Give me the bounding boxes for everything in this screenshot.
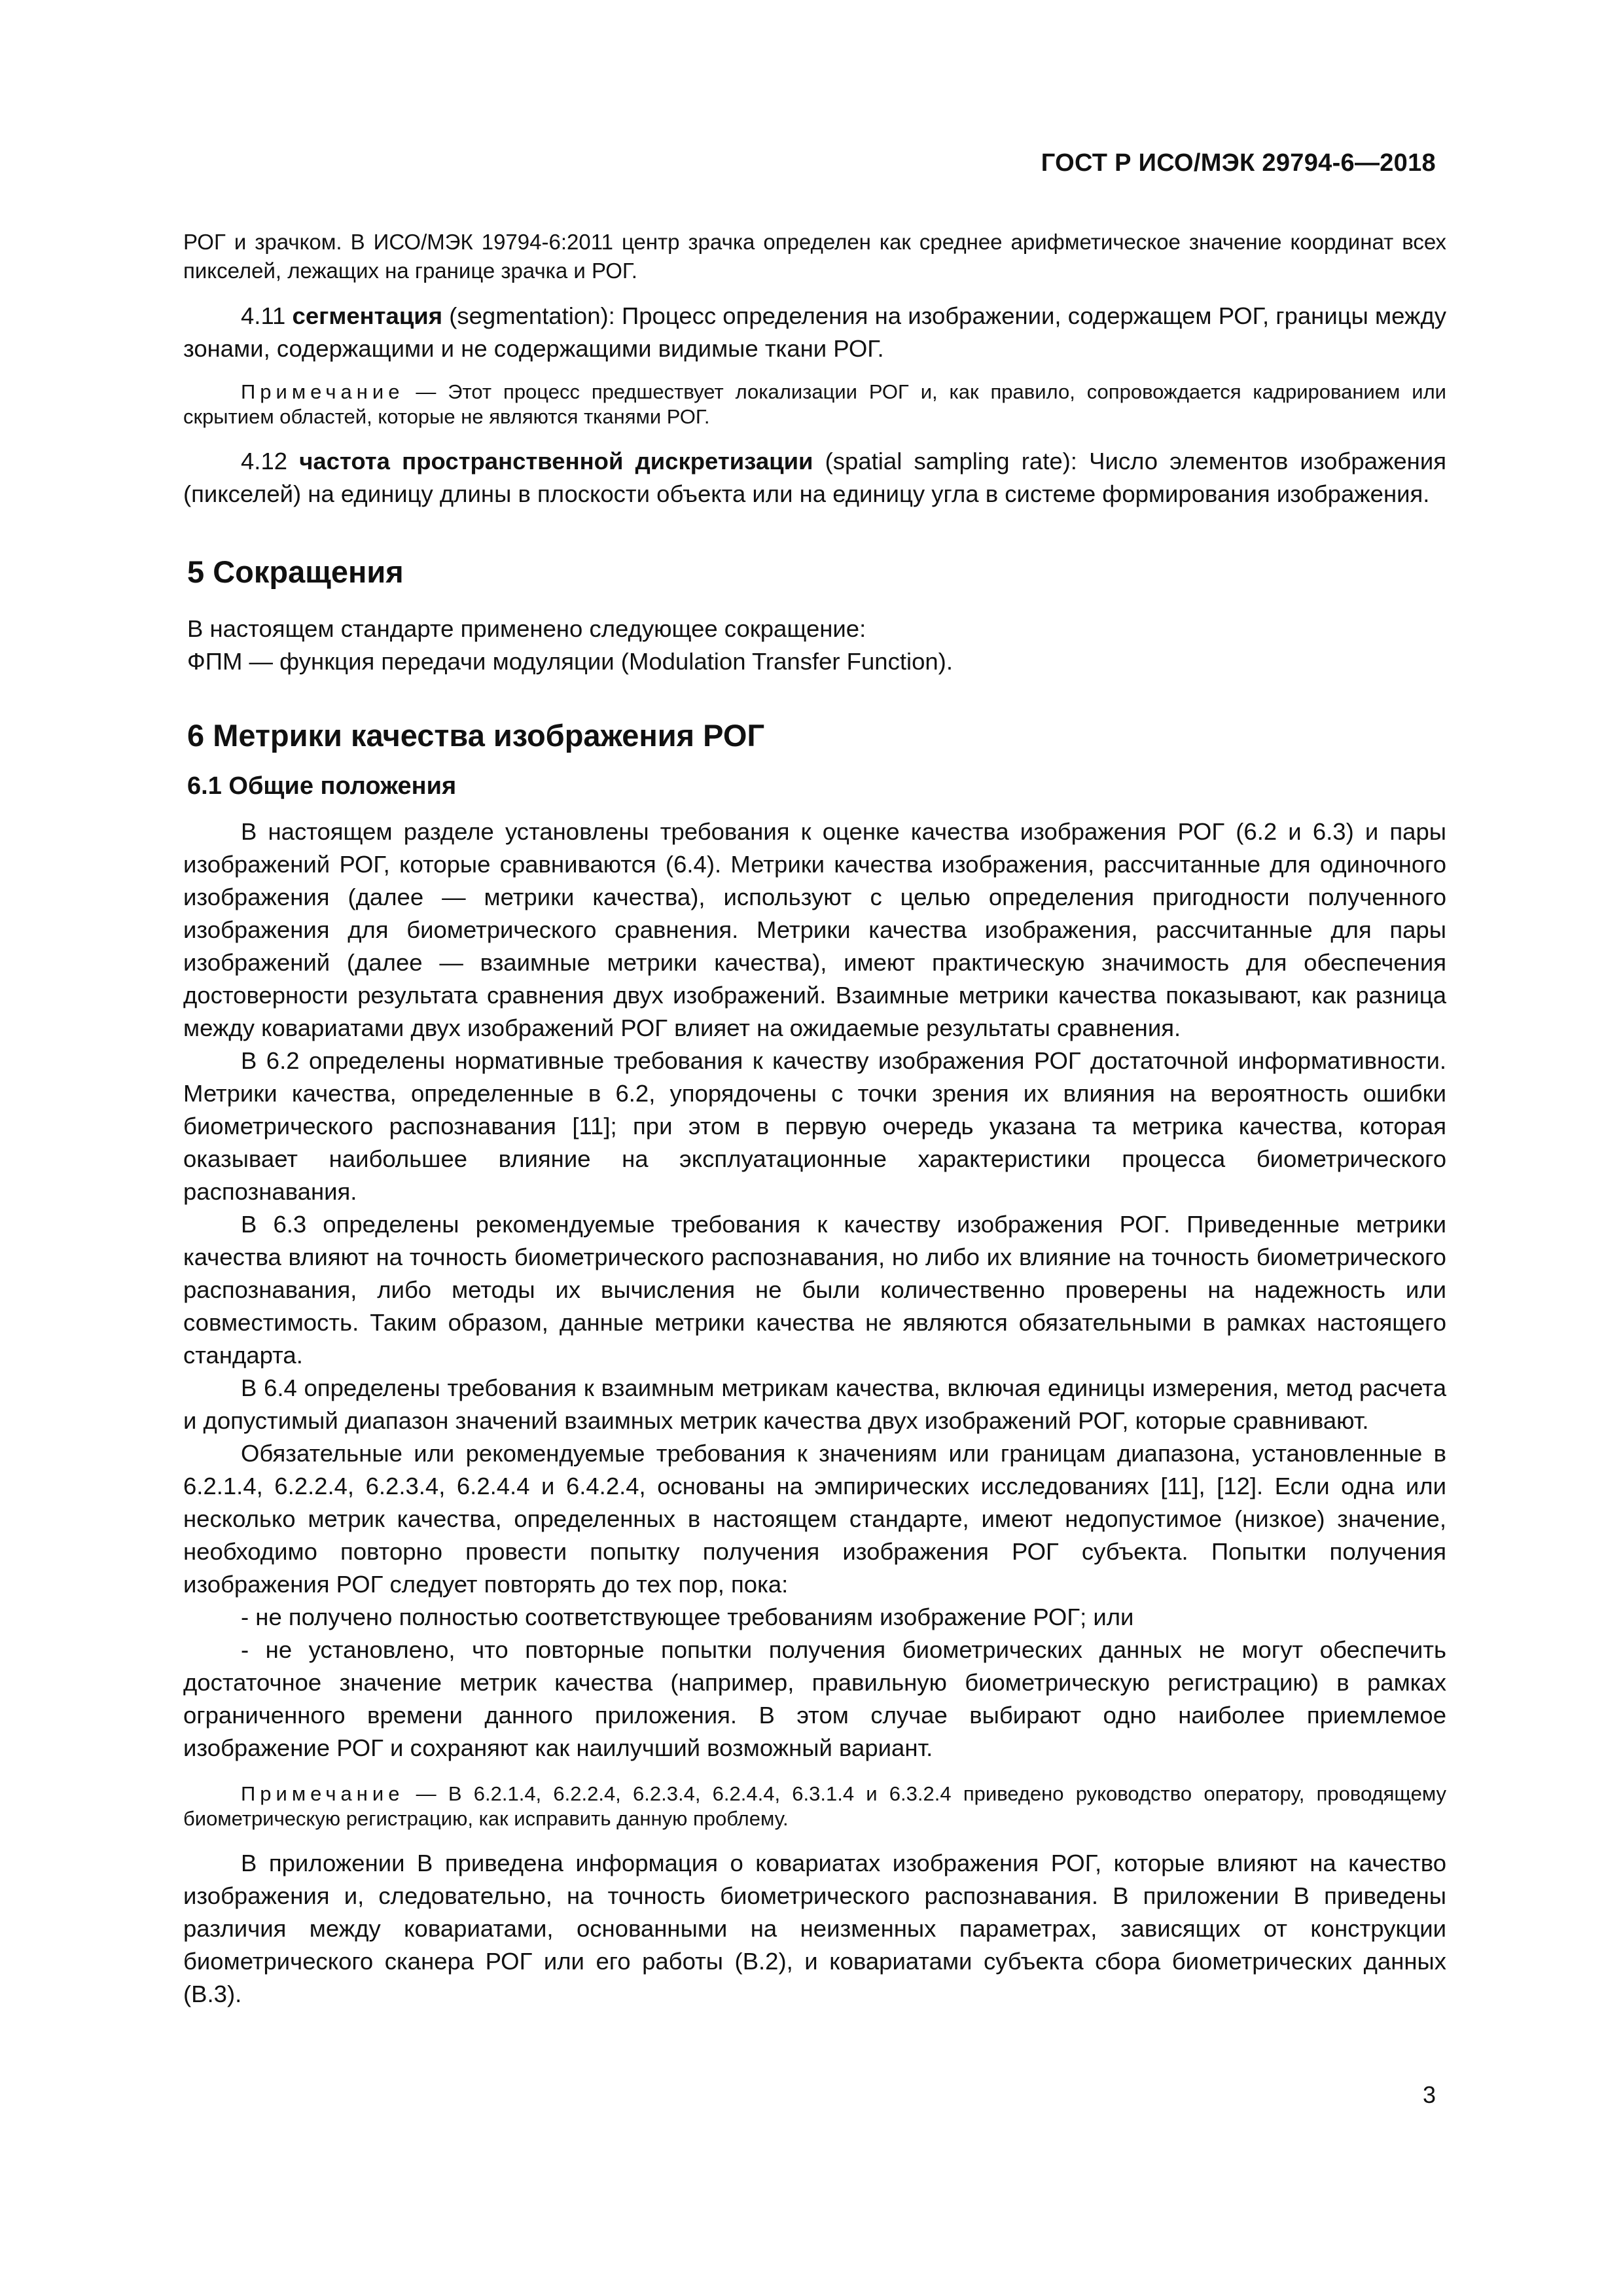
term-number: 4.11: [241, 302, 286, 329]
subsection-6-1-title: 6.1 Общие положения: [187, 772, 457, 800]
page-content: [183, 228, 1446, 2011]
term-number: 4.12: [241, 448, 288, 475]
section-5-line-2: ФПМ — функция передачи модуляции (Modulation Transfer Function).: [187, 648, 953, 675]
note-4-11: [183, 380, 1446, 429]
paragraph: В приложении В приведена информация о ковариатах изображения РОГ, которые влияют на качество изображения и, следовательно, на точность биометрического распознавания. В приложении В приведены различия между ковариатами, основанными на неизменных параметрах, зависящих от конструкции биометрического сканера РОГ или его работы (В.2), и ковариатами субъекта сбора биометрических данных (В.3).: [183, 1850, 1446, 2007]
paragraph: В 6.3 определены рекомендуемые требования к качеству изображения РОГ. Приведенные метрики качества влияют на точность биометрического распознавания, но либо их влияние на точность биометрического распознавания, либо методы их вычисления не были количественно проверены на надежность или совместимость. Таким образом, данные метрики качества не являются обязательными в рамках настоящего стандарта.: [183, 1211, 1446, 1369]
top-fragment: РОГ и зрачком. В ИСО/МЭК 19794-6:2011 центр зрачка определен как среднее арифметическое значение координат всех пикселей, лежащих на границе зрачка и РОГ.: [183, 230, 1446, 283]
page-number: 3: [1422, 2081, 1436, 2108]
section-5-title: 5 Сокращения: [187, 554, 404, 589]
term-name: частота пространственной дискретизации: [299, 448, 813, 475]
note-text: — В 6.2.1.4, 6.2.2.4, 6.2.3.4, 6.2.4.4, 6.3.1.4 и 6.3.2.4 приведено руководство оператору, проводящему биометрическую регистрацию, как исправить данную проблему.: [183, 1782, 1446, 1830]
section-6-title: 6 Метрики качества изображения РОГ: [187, 718, 765, 753]
paragraph: Обязательные или рекомендуемые требования к значениям или границам диапазона, установленные в 6.2.1.4, 6.2.2.4, 6.2.3.4, 6.2.4.4 и 6.4.2.4, основаны на эмпирических исследованиях [11], [12]. Если одна или несколько метрик качества, определенных в настоящем стандарте, имеют недопустимое (низкое) значение, необходимо повторно провести попытку получения изображения РОГ субъекта. Попытки получения изображения РОГ следует повторять до тех пор, пока:: [183, 1440, 1446, 1598]
list-item: - не установлено, что повторные попытки получения биометрических данных не могут обеспечить достаточное значение метрик качества (например, правильную биометрическую регистрацию) в рамках ограниченного времени данного приложения. В этом случае выбирают одно наиболее приемлемое изображение РОГ и сохраняют как наилучший возможный вариант.: [183, 1636, 1446, 1761]
note-text: — Этот процесс предшествует локализации РОГ и, как правило, сопровождается кадрированием или скрытием областей, которые не являются тканями РОГ.: [183, 380, 1446, 428]
term-definition: (spatial sampling rate): Число элементов изображения (пикселей) на единицу длины в плоскости объекта или на единицу угла в системе формирования изображения.: [183, 448, 1446, 507]
term-4-12: [183, 445, 1446, 511]
note-label: Примечание: [241, 1782, 404, 1805]
list-item: - не получено полностью соответствующее требованиям изображение РОГ; или: [241, 1604, 1134, 1630]
document-header: ГОСТ Р ИСО/МЭК 29794-6—2018: [1041, 149, 1436, 177]
note-label: Примечание: [241, 380, 404, 403]
paragraph: В 6.4 определены требования к взаимным метрикам качества, включая единицы измерения, метод расчета и допустимый диапазон значений взаимных метрик качества двух изображений РОГ, которые сравнивают.: [183, 1374, 1446, 1434]
paragraph: В 6.2 определены нормативные требования к качеству изображения РОГ достаточной информативности. Метрики качества, определенные в 6.2, упорядочены с точки зрения их влияния на вероятность ошибки биометрического распознавания [11]; при этом в первую очередь указана та метрика качества, которая оказывает наибольшее влияние на эксплуатационные характеристики процесса биометрического распознавания.: [183, 1047, 1446, 1205]
term-4-11: [183, 300, 1446, 365]
term-definition: (segmentation): Процесс определения на изображении, содержащем РОГ, границы между зонами, содержащими и не содержащими видимые ткани РОГ.: [183, 302, 1446, 362]
note-6-1: [183, 1782, 1446, 1831]
paragraph: В настоящем разделе установлены требования к оценке качества изображения РОГ (6.2 и 6.3) и пары изображений РОГ, которые сравниваются (6.4). Метрики качества изображения, рассчитанные для одиночного изображения (далее — метрики качества), используют с целью определения пригодности полученного изображения для биометрического сравнения. Метрики качества изображения, рассчитанные для пары изображений (далее — взаимные метрики качества), имеют практическую значимость для обеспечения достоверности результата сравнения двух изображений. Взаимные метрики качества показывают, как разница между ковариатами двух изображений РОГ влияет на ожидаемые результаты сравнения.: [183, 818, 1446, 1041]
section-5-line-1: В настоящем стандарте применено следующее сокращение:: [187, 615, 866, 642]
term-name: сегментация: [292, 302, 443, 329]
